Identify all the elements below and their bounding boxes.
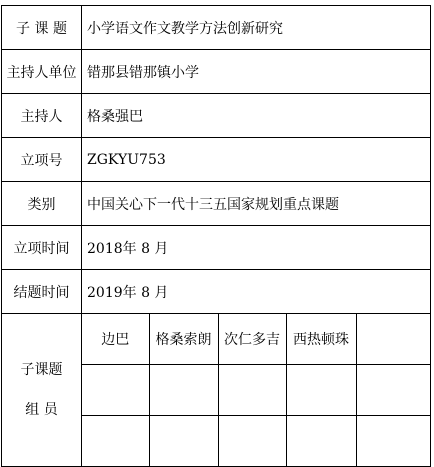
- start-time-value: 2018年 8 月: [82, 226, 431, 270]
- member-cell: [218, 415, 286, 466]
- members-label-line1: 子课题: [20, 362, 63, 378]
- row-host: [2, 94, 431, 138]
- members-grid-cell: [82, 314, 431, 467]
- member-name-5: [356, 314, 430, 364]
- host-unit-label: 主持人单位: [2, 50, 82, 94]
- member-name-4: 西热顿珠: [286, 314, 356, 364]
- category-value: 中国关心下一代十三五国家规划重点课题: [82, 182, 431, 226]
- row-end-time: [2, 270, 431, 314]
- project-number-label: 立项号: [2, 138, 82, 182]
- member-name-3: 次仁多吉: [218, 314, 286, 364]
- member-cell: [82, 364, 149, 415]
- member-name-2: 格桑索朗: [149, 314, 218, 364]
- project-info-table: [1, 5, 431, 467]
- end-time-value: 2019年 8 月: [82, 270, 431, 314]
- members-name-row: [82, 314, 430, 364]
- members-empty-row: [82, 364, 430, 415]
- member-cell: [356, 415, 430, 466]
- start-time-label: 立项时间: [2, 226, 82, 270]
- member-cell: [286, 364, 356, 415]
- subtopic-label: 子 课 题: [2, 6, 82, 50]
- members-empty-row: [82, 415, 430, 466]
- member-cell: [286, 415, 356, 466]
- members-label: [2, 314, 82, 467]
- subtopic-value: 小学语文作文教学方法创新研究: [82, 6, 431, 50]
- end-time-label: 结题时间: [2, 270, 82, 314]
- host-value: 格桑强巴: [82, 94, 431, 138]
- row-host-unit: [2, 50, 431, 94]
- member-cell: [149, 364, 218, 415]
- host-label: 主持人: [2, 94, 82, 138]
- row-members: [2, 314, 431, 467]
- row-project-number: [2, 138, 431, 182]
- member-cell: [218, 364, 286, 415]
- row-category: [2, 182, 431, 226]
- member-cell: [82, 415, 149, 466]
- member-cell: [149, 415, 218, 466]
- row-start-time: [2, 226, 431, 270]
- host-unit-value: 错那县错那镇小学: [82, 50, 431, 94]
- members-label-line2: 组 员: [25, 402, 58, 418]
- member-name-1: 边巴: [82, 314, 149, 364]
- member-cell: [356, 364, 430, 415]
- project-number-value: ZGKYU753: [82, 138, 431, 182]
- row-subtopic: [2, 6, 431, 50]
- category-label: 类别: [2, 182, 82, 226]
- members-grid: [82, 314, 430, 466]
